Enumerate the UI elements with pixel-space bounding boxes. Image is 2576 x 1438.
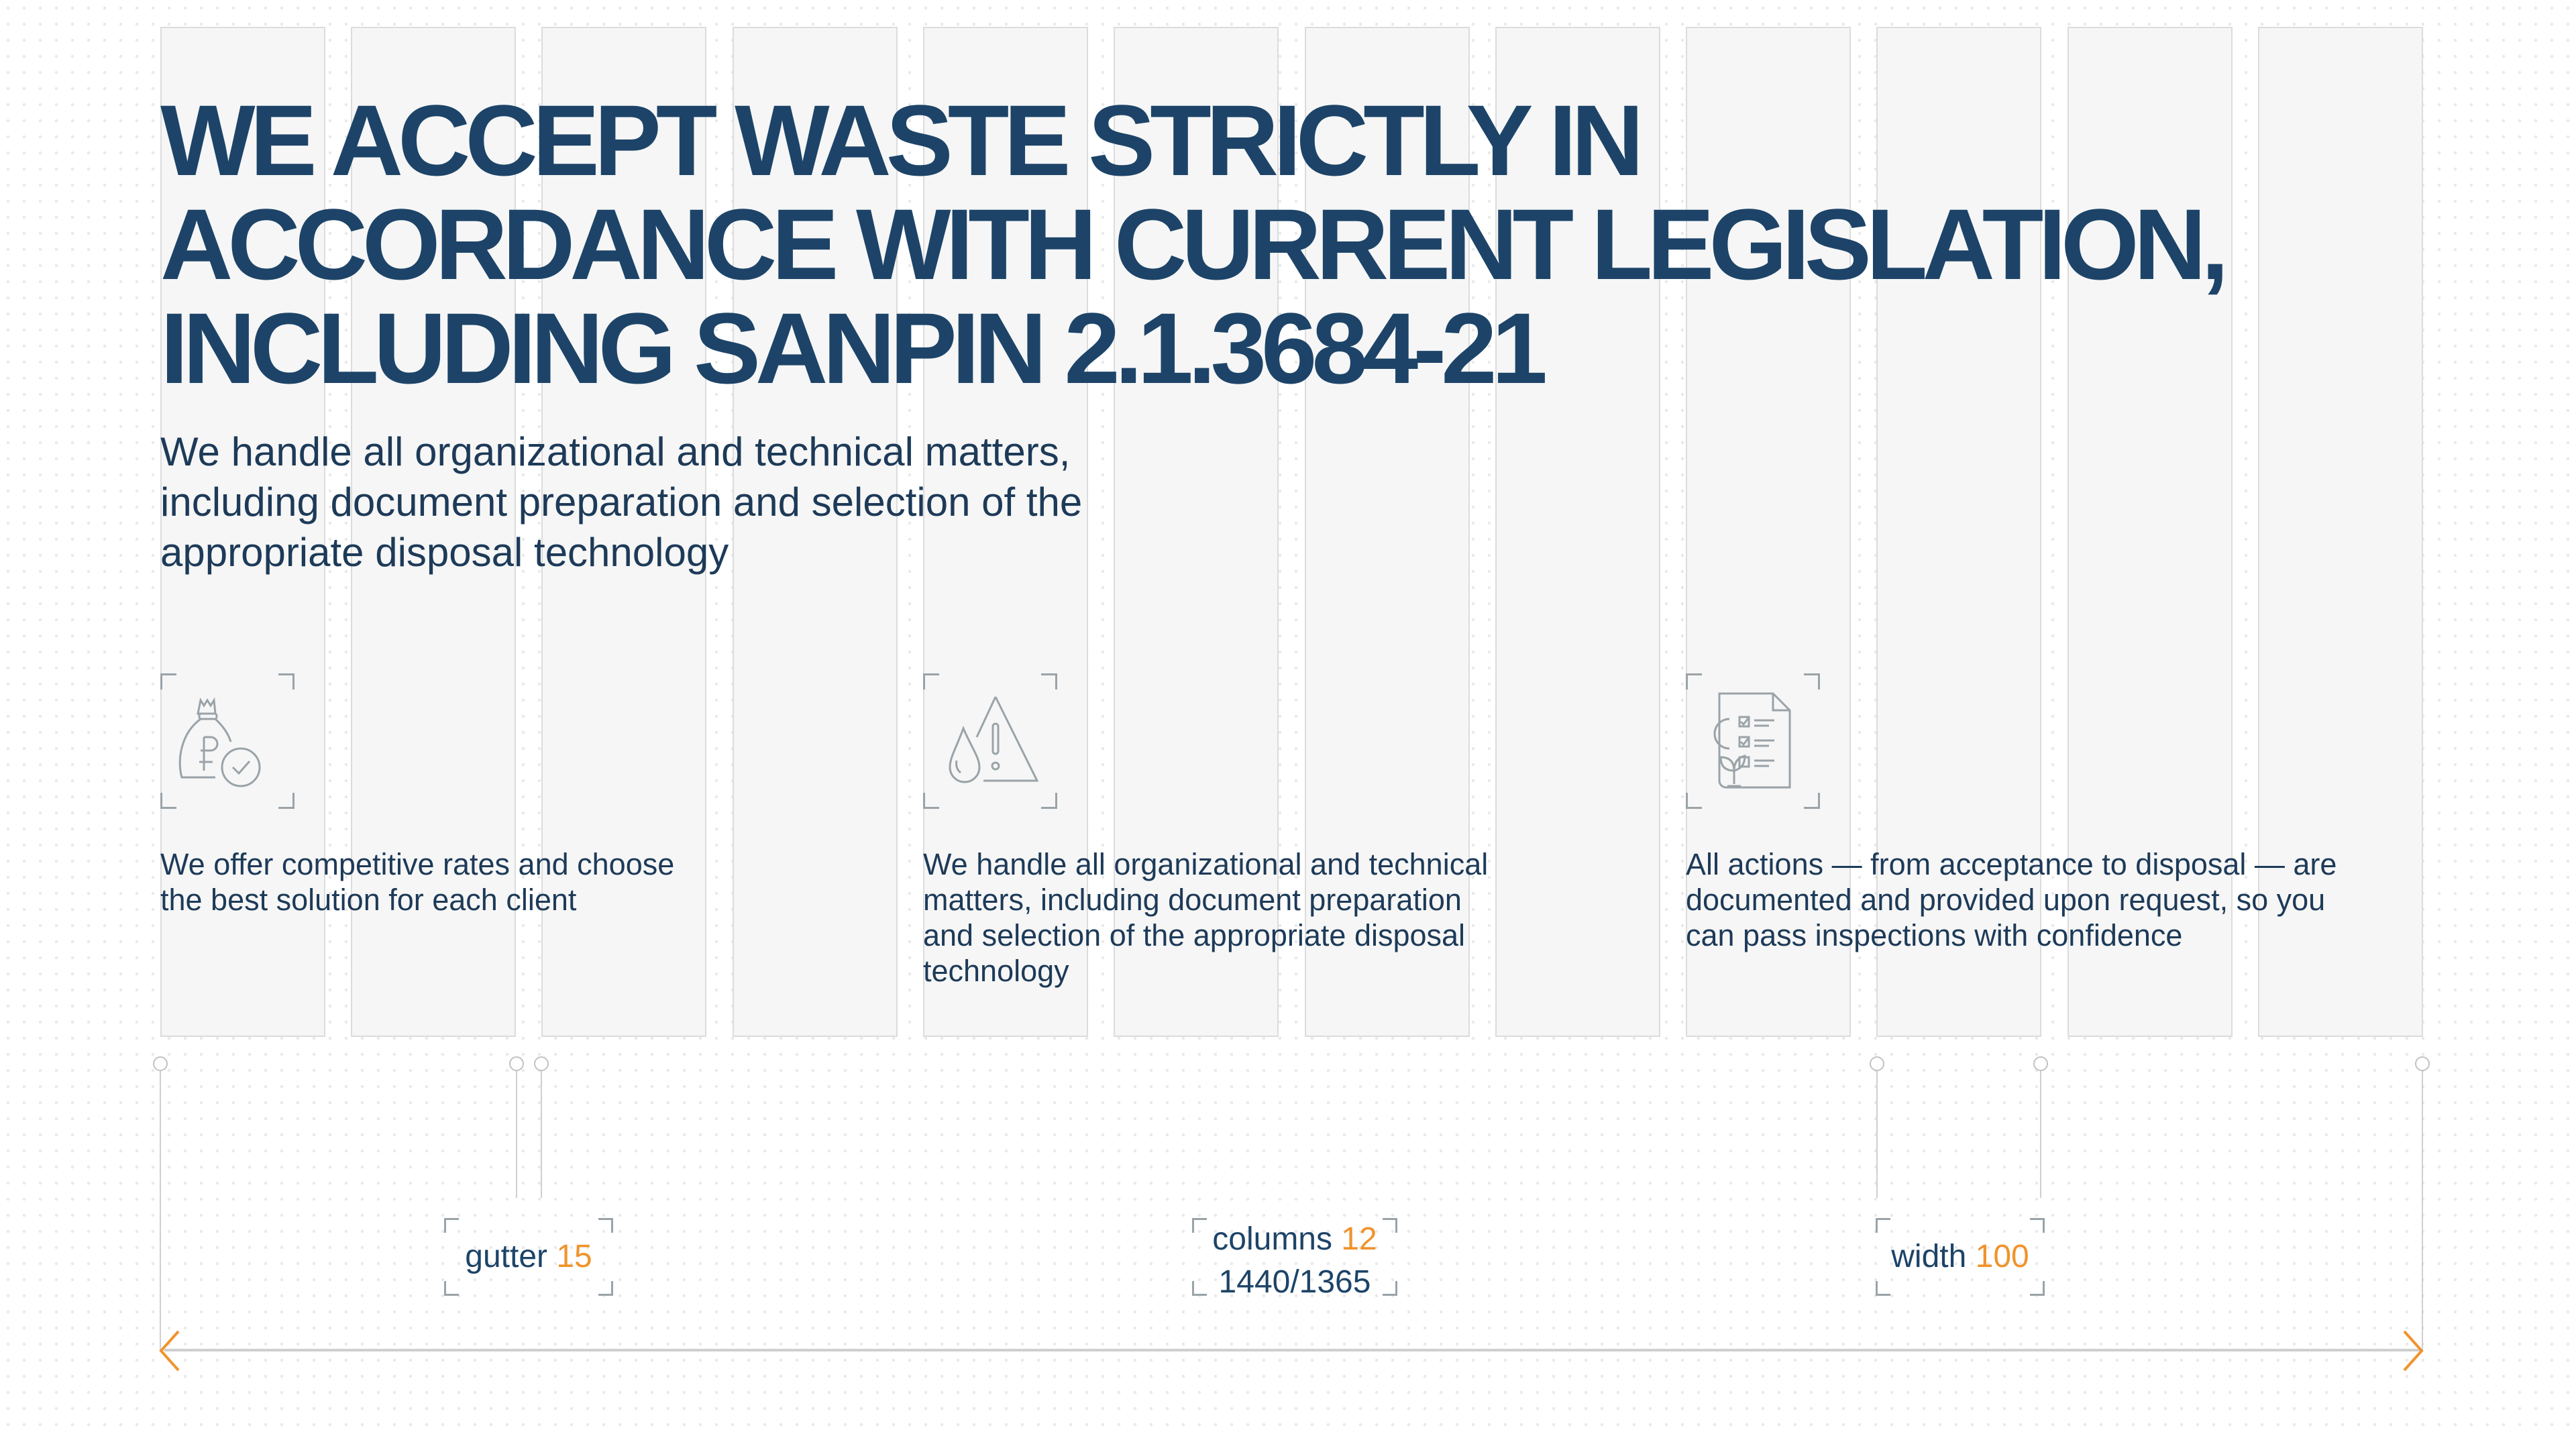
guide-marker [509,1056,524,1071]
icon-frame [1686,673,1820,809]
feature-organization [923,673,1488,989]
width-text: width [1891,1239,1967,1274]
subtitle-line: appropriate disposal technology [160,530,729,575]
feature-rates [160,673,674,918]
guide-marker [2033,1056,2048,1071]
title-line: INCLUDING SANPIN 2.1.3684-21 [160,292,1543,404]
feature-line: technology [923,954,1069,988]
columns-label [1192,1218,1397,1300]
guide-line [2422,1070,2423,1351]
guide-line [160,1070,161,1351]
feature-line: We offer competitive rates and choose [160,847,675,881]
gutter-value: 15 [556,1239,592,1274]
width-value: 100 [1975,1239,2029,1274]
feature-text [923,846,1488,989]
guide-line [2040,1070,2041,1198]
title-line: ACCORDANCE WITH CURRENT LEGISLATION, [160,188,2224,300]
feature-line: matters, including document preparation [923,883,1462,917]
feature-line: We handle all organizational and technical [923,847,1489,881]
feature-line: the best solution for each client [160,883,577,917]
guide-line [1876,1070,1878,1198]
guide-line [516,1070,517,1198]
icon-frame [160,673,294,809]
container-size: 1440/1365 [1218,1264,1371,1300]
feature-line: can pass inspections with confidence [1686,918,2183,952]
feature-text [1686,846,2337,953]
total-width-line [164,1349,2420,1351]
width-label [1876,1218,2045,1296]
document-checklist-icon [1699,687,1807,794]
subtitle [160,427,1082,577]
guide-line [541,1070,542,1198]
icon-frame [923,673,1057,809]
arrow-left-icon [158,1330,181,1372]
feature-text [160,846,674,918]
feature-line: and selection of the appropriate disposal [923,918,1466,952]
columns-text: columns [1212,1221,1332,1257]
feature-line: documented and provided upon request, so you [1686,883,2326,917]
guide-marker [153,1056,168,1071]
feature-line: All actions — from acceptance to disposal — are [1686,847,2337,881]
subtitle-line: including document preparation and selection of the [160,480,1083,524]
guide-marker [534,1056,549,1071]
title-line: WE ACCEPT WASTE STRICTLY IN [160,84,1639,197]
guide-marker [2415,1056,2430,1071]
gutter-label [444,1218,613,1296]
arrow-right-icon [2402,1330,2424,1372]
guide-marker [1870,1056,1884,1071]
money-bag-check-icon [174,687,281,794]
columns-value: 12 [1341,1221,1377,1257]
subtitle-line: We handle all organizational and technical matters, [160,429,1071,474]
gutter-text: gutter [465,1239,547,1274]
feature-documentation [1686,673,2337,953]
page-title [160,84,2224,404]
drop-warning-icon [936,687,1044,794]
